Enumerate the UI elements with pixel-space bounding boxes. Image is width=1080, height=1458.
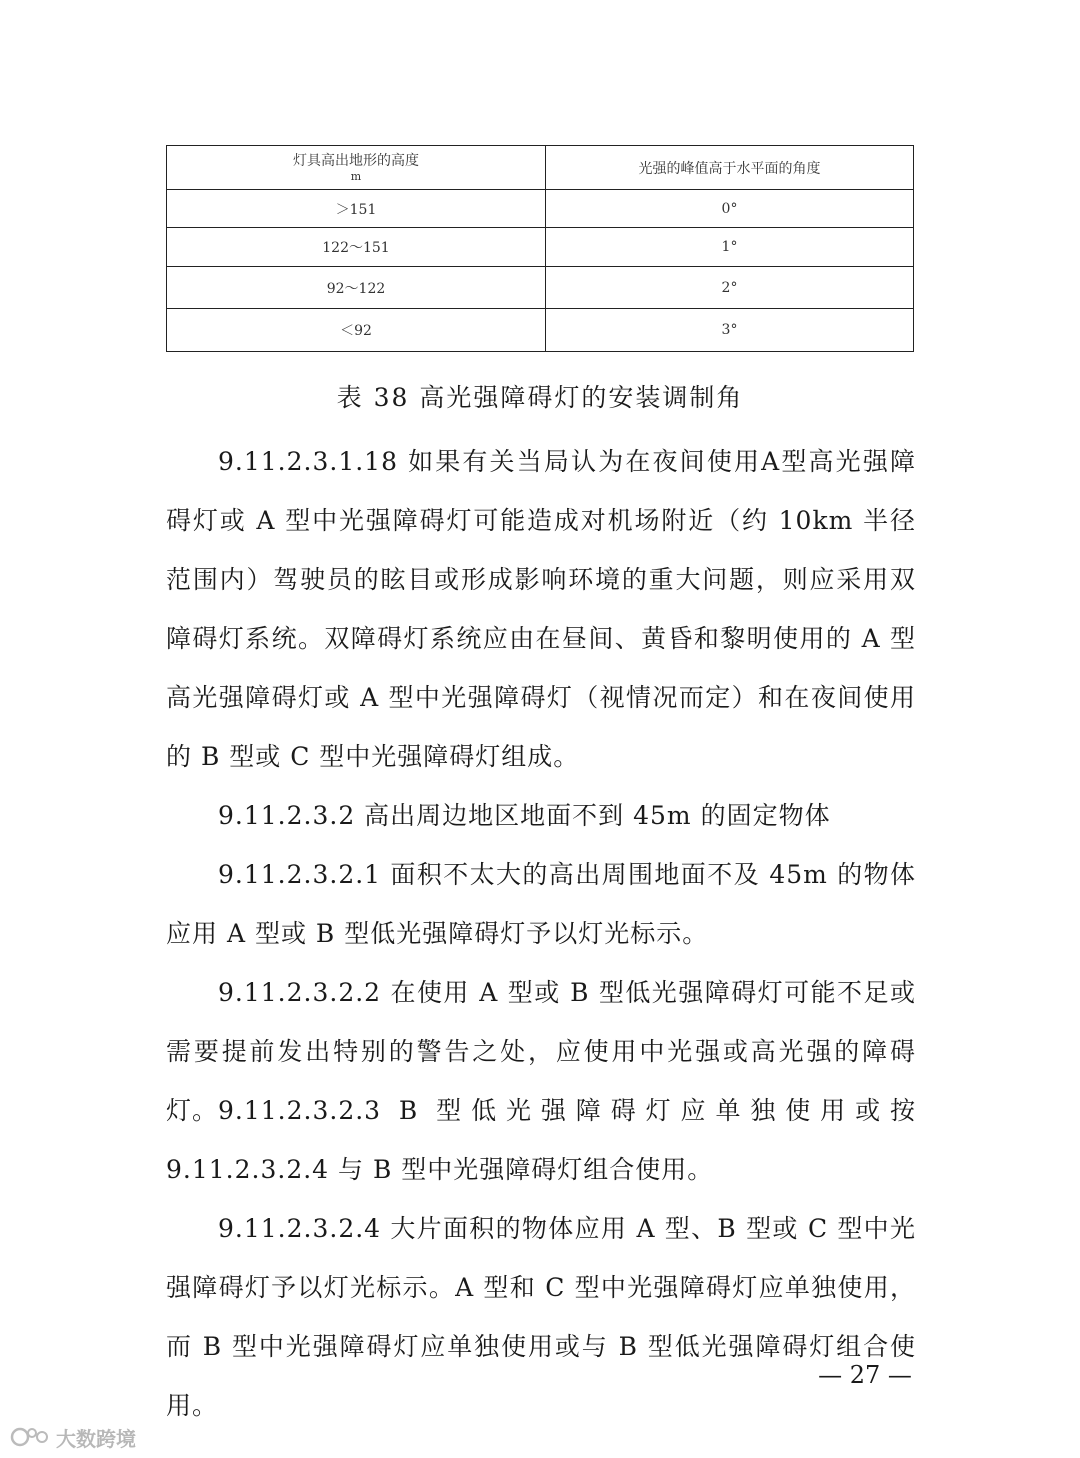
- height-cell: 92～122: [167, 267, 546, 309]
- page-number: — 27 —: [818, 1361, 912, 1389]
- watermark-text: 大数跨境: [56, 1426, 136, 1451]
- table-header-row: [167, 146, 914, 190]
- table-row: [167, 267, 914, 309]
- watermark-logo-icon: [10, 1424, 50, 1450]
- header-height-cell: [167, 146, 546, 190]
- paragraph-9-11-2-3-2-1: 9.11.2.3.2.1 面积不太大的高出周围地面不及 45m 的物体应用 A 型或 B 型低光强障碍灯予以灯光标示。: [166, 860, 916, 948]
- header-height-label: 灯具高出地形的高度: [293, 152, 419, 169]
- height-cell: 122～151: [167, 228, 546, 267]
- angle-cell: 3°: [546, 309, 914, 352]
- table-caption: 表 38 高光强障碍灯的安装调制角: [336, 383, 744, 412]
- paragraph-9-11-2-3-2-3: 9.11.2.3.2.3 B 型低光强障碍灯应单独使用或按 9.11.2.3.2.4 与 B 型中光强障碍灯组合使用。: [166, 1096, 916, 1184]
- watermark: [10, 1420, 136, 1454]
- section-heading-9-11-2-3-2: 9.11.2.3.2 高出周边地区地面不到 45m 的固定物体: [218, 801, 831, 830]
- header-angle-cell: 光强的峰值高于水平面的角度: [546, 146, 914, 190]
- data-table: [166, 145, 914, 352]
- angle-cell: 0°: [546, 190, 914, 228]
- angle-cell: 2°: [546, 267, 914, 309]
- angle-cell: 1°: [546, 228, 914, 267]
- height-cell: ＞151: [167, 190, 546, 228]
- paragraph-9-11-2-3-2-4: 9.11.2.3.2.4 大片面积的物体应用 A 型、B 型或 C 型中光强障碍灯予以灯光标示。A 型和 C 型中光强障碍灯应单独使用，而 B 型中光强障碍灯应单独使用或与 B 型低光强障碍灯组合使用。: [166, 1214, 916, 1420]
- paragraph-9-11-2-3-2-2: 9.11.2.3.2.2 在使用 A 型或 B 型低光强障碍灯可能不足或需要提前发出特别的警告之处，应使用中光强或高光强的障碍灯。: [166, 978, 916, 1125]
- table-row: [167, 309, 914, 352]
- paragraph-9-11-2-3-1-18: 9.11.2.3.1.18 如果有关当局认为在夜间使用A型高光强障碍灯或 A 型中光强障碍灯可能造成对机场附近（约 10km 半径范围内）驾驶员的眩目或形成影响环境的重大问题，则应采用双障碍灯系统。双障碍灯系统应由在昼间、黄昏和黎明使用的 A 型高光强障碍灯或 A 型中光强障碍灯（视情况而定）和在夜间使用的 B 型或 C 型中光强障碍灯组成。: [166, 447, 916, 771]
- table-row: [167, 228, 914, 267]
- table-row: [167, 190, 914, 228]
- header-height-unit: m: [350, 169, 362, 183]
- height-cell: ＜92: [167, 309, 546, 352]
